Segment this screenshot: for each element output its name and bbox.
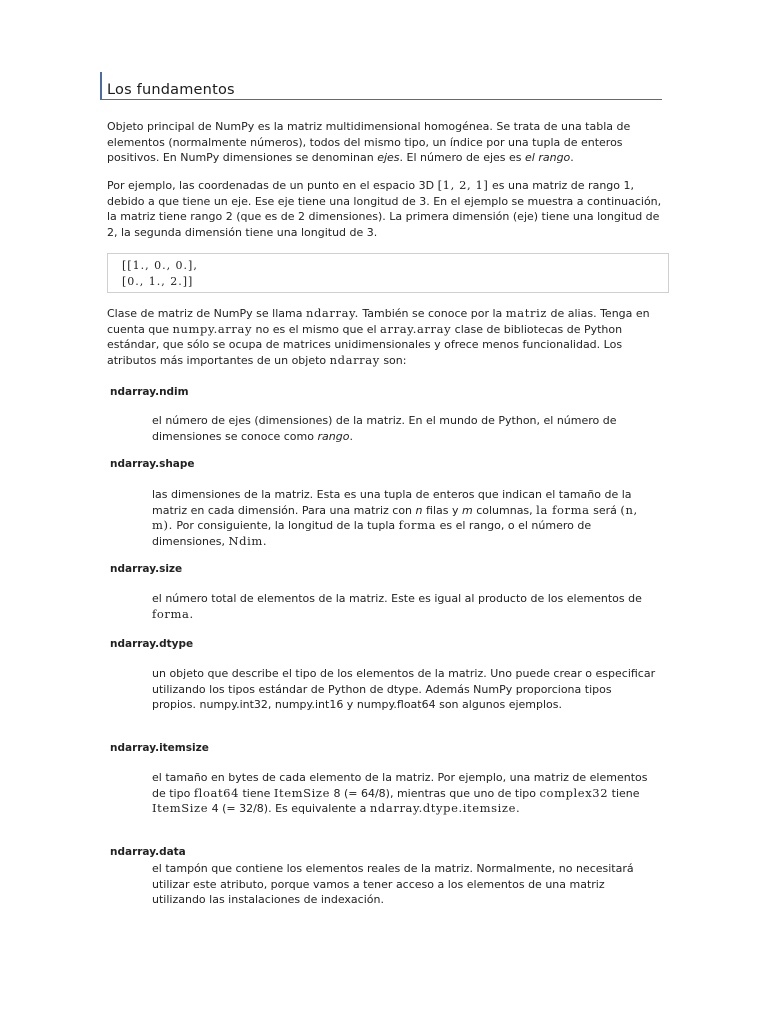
desc-text: es el rango, o el número de dimensiones, bbox=[152, 519, 592, 548]
section-heading bbox=[100, 72, 662, 100]
desc-var: n bbox=[415, 503, 423, 517]
intro-text: . El número de ejes es bbox=[399, 151, 526, 164]
code-matriz: matriz bbox=[505, 306, 548, 320]
desc-code: forma bbox=[398, 518, 437, 532]
heading-title: Los fundamentos bbox=[107, 82, 235, 98]
class-text: También se conoce por la bbox=[358, 307, 506, 320]
class-text: son: bbox=[379, 353, 407, 367]
attr-desc-shape bbox=[152, 487, 657, 549]
desc-text: 4 (= 32/8). Es equivalente a bbox=[208, 802, 370, 815]
desc-code: forma. bbox=[152, 606, 194, 621]
attr-term-shape: ndarray.shape bbox=[110, 458, 195, 470]
desc-text: el número de ejes (dimensiones) de la matriz. En el mundo de Python, el número de dimensiones se conoce como bbox=[152, 414, 617, 443]
desc-text: 8 (= 64/8), mientras que uno de tipo bbox=[329, 786, 540, 800]
desc-term: rango bbox=[317, 429, 350, 443]
example-text: Por ejemplo, las coordenadas de un punto en el espacio 3D bbox=[107, 179, 438, 192]
desc-text: Por consiguiente, la longitud de la tupla bbox=[172, 519, 399, 532]
desc-text: columnas, bbox=[472, 503, 537, 517]
attr-desc-itemsize bbox=[152, 770, 657, 817]
attr-term-itemsize: ndarray.itemsize bbox=[110, 742, 209, 754]
example-text: es una matriz de rango 1, debido a que tiene un eje. Ese eje tiene una longitud de 3. En el ejemplo se muestra a continuación, la matriz tiene rango 2 (que es de 2 dimensiones). La primera dimensión (eje) tiene una longitud de 2, la segunda dimensión tiene una longitud de 3. bbox=[107, 179, 662, 239]
desc-code: ItemSize bbox=[273, 785, 330, 800]
attr-term-data: ndarray.data bbox=[110, 846, 186, 858]
desc-text: el tamaño en bytes de cada elemento de la matriz. Por ejemplo, una matriz de elementos de tipo bbox=[152, 771, 648, 800]
desc-code: (n, m). bbox=[152, 502, 638, 532]
code-array-array: array.array bbox=[380, 321, 452, 336]
intro-term-ejes: ejes bbox=[377, 151, 400, 164]
desc-text: . bbox=[349, 429, 353, 443]
desc-text: el número total de elementos de la matriz. Este es igual al producto de los elementos de bbox=[152, 592, 642, 605]
desc-text: será bbox=[589, 503, 621, 517]
code-ndarray: ndarray bbox=[329, 352, 380, 367]
attr-desc-ndim bbox=[152, 413, 657, 444]
desc-text: tiene bbox=[608, 786, 640, 800]
desc-var: m bbox=[461, 503, 473, 517]
attr-term-ndim: ndarray.ndim bbox=[110, 386, 189, 398]
intro-term-rango: el rango bbox=[525, 151, 571, 164]
attr-desc-size bbox=[152, 591, 657, 622]
attr-desc-dtype: un objeto que describe el tipo de los elementos de la matriz. Uno puede crear o especificar utilizando los tipos estándar de Python de dtype. Además NumPy proporciona tipos propios. numpy.int32, numpy.int16 y numpy.float64 son algunos ejemplos. bbox=[152, 667, 656, 711]
code-line: [0., 1., 2.]] bbox=[122, 275, 194, 288]
intro-text: Objeto principal de NumPy es la matriz multidimensional homogénea. Se trata de una tabla de elementos (normalmente números), todos del mismo tipo, un índice por una tupla de enteros positivos. En NumPy dimensiones se denominan bbox=[107, 120, 631, 164]
code-numpy-array: numpy.array bbox=[172, 321, 253, 336]
example-paragraph bbox=[107, 178, 663, 240]
code-line: [[1., 0., 0.], bbox=[122, 259, 198, 272]
desc-code: complex32 bbox=[539, 785, 609, 800]
class-paragraph bbox=[107, 306, 663, 368]
desc-code: ItemSize bbox=[152, 801, 209, 815]
desc-text: tiene bbox=[239, 786, 274, 800]
desc-text: filas y bbox=[422, 503, 462, 517]
class-text: de alias. Tenga en cuenta que bbox=[107, 307, 650, 336]
desc-code: float64 bbox=[193, 785, 239, 800]
intro-paragraph bbox=[107, 119, 663, 166]
class-text: no es el mismo que el bbox=[252, 322, 381, 336]
desc-code: ndarray.dtype.itemsize. bbox=[369, 801, 521, 815]
desc-code: la forma bbox=[536, 502, 590, 517]
attr-term-dtype: ndarray.dtype bbox=[110, 638, 194, 650]
example-code: [1, 2, 1] bbox=[437, 178, 489, 192]
attr-term-size: ndarray.size bbox=[110, 563, 183, 575]
class-text: Clase de matriz de NumPy se llama bbox=[107, 307, 306, 320]
desc-code: Ndim. bbox=[228, 533, 268, 548]
class-text: clase de bibliotecas de Python estándar, que sólo se ocupa de matrices unidimensionales y ofrece menos funcionalidad. Los atributos más importantes de un objeto bbox=[107, 322, 623, 367]
desc-text: las dimensiones de la matriz. Esta es una tupla de enteros que indican el tamaño de la matriz en cada dimensión. Para una matriz con bbox=[152, 488, 632, 517]
attr-desc-data: el tampón que contiene los elementos reales de la matriz. Normalmente, no necesitará utilizar este atributo, porque vamos a tener acceso a los elementos de una matriz utilizando las instalaciones de indexación. bbox=[152, 862, 634, 906]
code-ndarray: ndarray. bbox=[305, 306, 359, 320]
code-block bbox=[107, 253, 669, 293]
intro-text: . bbox=[570, 151, 574, 164]
